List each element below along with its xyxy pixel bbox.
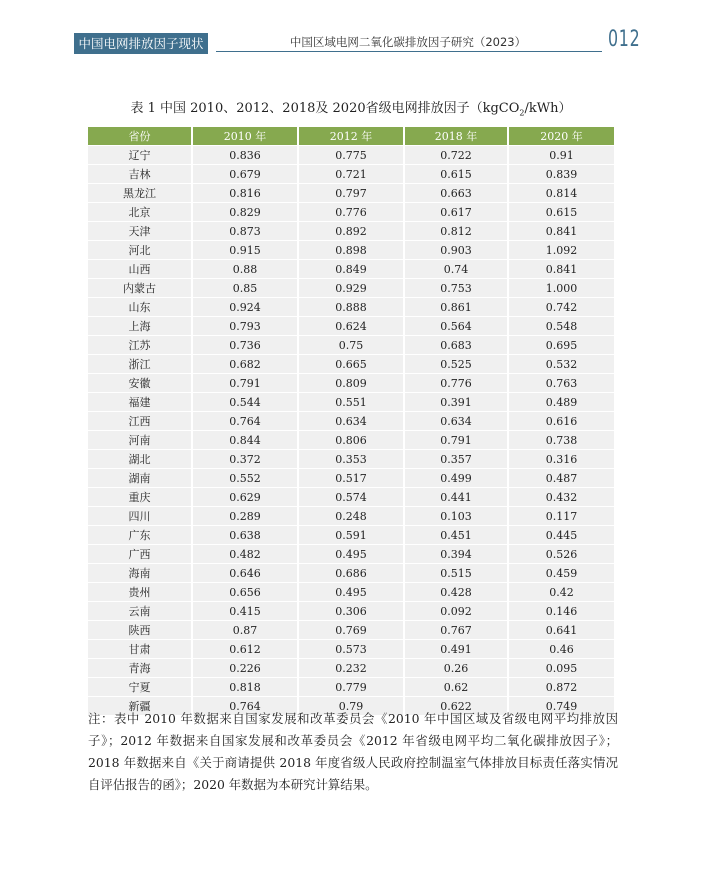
factor-value-cell: 0.117 [508, 507, 614, 526]
factor-value-cell: 0.915 [192, 241, 298, 260]
factor-value-cell: 0.526 [508, 545, 614, 564]
header-rule [216, 51, 602, 52]
province-cell: 四川 [88, 507, 192, 526]
factor-value-cell: 0.316 [508, 450, 614, 469]
factor-value-cell: 0.622 [404, 697, 508, 716]
province-cell: 重庆 [88, 488, 192, 507]
emission-factor-table [88, 127, 614, 716]
table-row [88, 450, 614, 469]
table-row [88, 431, 614, 450]
province-cell: 浙江 [88, 355, 192, 374]
table-row [88, 621, 614, 640]
factor-value-cell: 0.634 [298, 412, 404, 431]
table-row [88, 374, 614, 393]
factor-value-cell: 0.663 [404, 184, 508, 203]
factor-value-cell: 0.721 [298, 165, 404, 184]
factor-value-cell: 0.591 [298, 526, 404, 545]
table-row [88, 317, 614, 336]
table-row [88, 583, 614, 602]
province-cell: 吉林 [88, 165, 192, 184]
factor-value-cell: 0.779 [298, 678, 404, 697]
factor-value-cell: 0.812 [404, 222, 508, 241]
factor-value-cell: 0.489 [508, 393, 614, 412]
factor-value-cell: 0.79 [298, 697, 404, 716]
factor-value-cell: 0.924 [192, 298, 298, 317]
table-row [88, 241, 614, 260]
table-row [88, 564, 614, 583]
column-header-year: 2018 年 [404, 127, 508, 146]
table-row [88, 602, 614, 621]
factor-value-cell: 0.451 [404, 526, 508, 545]
factor-value-cell: 0.624 [298, 317, 404, 336]
factor-value-cell: 0.248 [298, 507, 404, 526]
factor-value-cell: 0.903 [404, 241, 508, 260]
factor-value-cell: 0.753 [404, 279, 508, 298]
factor-value-cell: 0.841 [508, 260, 614, 279]
factor-value-cell: 0.42 [508, 583, 614, 602]
factor-value-cell: 0.487 [508, 469, 614, 488]
factor-value-cell: 0.232 [298, 659, 404, 678]
column-header-year: 2012 年 [298, 127, 404, 146]
factor-value-cell: 0.445 [508, 526, 614, 545]
factor-value-cell: 0.515 [404, 564, 508, 583]
factor-value-cell: 0.495 [298, 583, 404, 602]
factor-value-cell: 0.818 [192, 678, 298, 697]
factor-value-cell: 0.836 [192, 146, 298, 165]
factor-value-cell: 0.616 [508, 412, 614, 431]
factor-value-cell: 0.372 [192, 450, 298, 469]
caption-prefix: 表 1 中国 2010、2012、2018及 2020省级电网排放因子（kgCO [130, 101, 520, 116]
factor-value-cell: 0.432 [508, 488, 614, 507]
factor-value-cell: 0.551 [298, 393, 404, 412]
factor-value-cell: 0.806 [298, 431, 404, 450]
table-row [88, 260, 614, 279]
table-row [88, 165, 614, 184]
province-cell: 上海 [88, 317, 192, 336]
factor-value-cell: 0.749 [508, 697, 614, 716]
province-cell: 河北 [88, 241, 192, 260]
province-cell: 甘肃 [88, 640, 192, 659]
table-row [88, 678, 614, 697]
factor-value-cell: 0.791 [192, 374, 298, 393]
factor-value-cell: 0.695 [508, 336, 614, 355]
factor-value-cell: 0.095 [508, 659, 614, 678]
factor-value-cell: 0.573 [298, 640, 404, 659]
factor-value-cell: 0.62 [404, 678, 508, 697]
factor-value-cell: 1.092 [508, 241, 614, 260]
table-row [88, 355, 614, 374]
factor-value-cell: 0.499 [404, 469, 508, 488]
factor-value-cell: 0.873 [192, 222, 298, 241]
factor-value-cell: 0.736 [192, 336, 298, 355]
factor-value-cell: 0.767 [404, 621, 508, 640]
table-header-row [88, 127, 614, 146]
factor-value-cell: 0.793 [192, 317, 298, 336]
factor-value-cell: 0.75 [298, 336, 404, 355]
factor-value-cell: 0.092 [404, 602, 508, 621]
column-header-province: 省份 [88, 127, 192, 146]
province-cell: 江西 [88, 412, 192, 431]
factor-value-cell: 0.841 [508, 222, 614, 241]
table-row [88, 640, 614, 659]
factor-value-cell: 0.683 [404, 336, 508, 355]
factor-value-cell: 0.797 [298, 184, 404, 203]
factor-value-cell: 0.638 [192, 526, 298, 545]
factor-value-cell: 0.816 [192, 184, 298, 203]
factor-value-cell: 0.776 [404, 374, 508, 393]
factor-value-cell: 0.459 [508, 564, 614, 583]
factor-value-cell: 0.289 [192, 507, 298, 526]
factor-value-cell: 0.742 [508, 298, 614, 317]
factor-value-cell: 0.226 [192, 659, 298, 678]
factor-value-cell: 0.844 [192, 431, 298, 450]
province-cell: 陕西 [88, 621, 192, 640]
table-row [88, 393, 614, 412]
province-cell: 福建 [88, 393, 192, 412]
table-row [88, 203, 614, 222]
table-row [88, 336, 614, 355]
table-row [88, 469, 614, 488]
table-row [88, 146, 614, 165]
province-cell: 广东 [88, 526, 192, 545]
factor-value-cell: 0.428 [404, 583, 508, 602]
province-cell: 安徽 [88, 374, 192, 393]
factor-value-cell: 0.91 [508, 146, 614, 165]
factor-value-cell: 0.103 [404, 507, 508, 526]
factor-value-cell: 0.146 [508, 602, 614, 621]
factor-value-cell: 0.839 [508, 165, 614, 184]
factor-value-cell: 0.441 [404, 488, 508, 507]
factor-value-cell: 0.532 [508, 355, 614, 374]
factor-value-cell: 0.394 [404, 545, 508, 564]
factor-value-cell: 0.722 [404, 146, 508, 165]
column-header-year: 2020 年 [508, 127, 614, 146]
factor-value-cell: 0.775 [298, 146, 404, 165]
factor-value-cell: 0.738 [508, 431, 614, 450]
factor-value-cell: 0.26 [404, 659, 508, 678]
province-cell: 河南 [88, 431, 192, 450]
table-row [88, 184, 614, 203]
province-cell: 北京 [88, 203, 192, 222]
province-cell: 青海 [88, 659, 192, 678]
section-tag: 中国电网排放因子现状 [74, 33, 208, 54]
factor-value-cell: 0.929 [298, 279, 404, 298]
table-row [88, 507, 614, 526]
factor-value-cell: 0.776 [298, 203, 404, 222]
factor-value-cell: 0.617 [404, 203, 508, 222]
factor-value-cell: 0.74 [404, 260, 508, 279]
factor-value-cell: 0.656 [192, 583, 298, 602]
factor-value-cell: 0.615 [508, 203, 614, 222]
province-cell: 天津 [88, 222, 192, 241]
province-cell: 广西 [88, 545, 192, 564]
factor-value-cell: 0.353 [298, 450, 404, 469]
factor-value-cell: 0.682 [192, 355, 298, 374]
province-cell: 山西 [88, 260, 192, 279]
factor-value-cell: 0.517 [298, 469, 404, 488]
table-note: 注：表中 2010 年数据来自国家发展和改革委员会《2010 年中国区域及省级电网平均排放因子》；2012 年数据来自国家发展和改革委员会《2012 年省级电网平均二氧化碳排放因子》；2018 年数据来自《关于商请提供 2018 年度省级人民政府控制温室气体排放目标责任落实情况自评估报告的函》；2020 年数据为本研究计算结果。 [88, 711, 618, 792]
factor-value-cell: 0.552 [192, 469, 298, 488]
factor-value-cell: 1.000 [508, 279, 614, 298]
factor-value-cell: 0.764 [192, 412, 298, 431]
factor-value-cell: 0.641 [508, 621, 614, 640]
province-cell: 云南 [88, 602, 192, 621]
factor-value-cell: 0.612 [192, 640, 298, 659]
factor-value-cell: 0.46 [508, 640, 614, 659]
factor-value-cell: 0.849 [298, 260, 404, 279]
factor-value-cell: 0.391 [404, 393, 508, 412]
factor-value-cell: 0.491 [404, 640, 508, 659]
factor-value-cell: 0.629 [192, 488, 298, 507]
province-cell: 海南 [88, 564, 192, 583]
factor-value-cell: 0.764 [192, 697, 298, 716]
factor-value-cell: 0.495 [298, 545, 404, 564]
factor-value-cell: 0.634 [404, 412, 508, 431]
factor-value-cell: 0.814 [508, 184, 614, 203]
caption-subscript: 2 [519, 108, 525, 118]
province-cell: 湖北 [88, 450, 192, 469]
table-row [88, 279, 614, 298]
factor-value-cell: 0.88 [192, 260, 298, 279]
factor-value-cell: 0.898 [298, 241, 404, 260]
factor-value-cell: 0.829 [192, 203, 298, 222]
table-row [88, 526, 614, 545]
province-cell: 内蒙古 [88, 279, 192, 298]
factor-value-cell: 0.679 [192, 165, 298, 184]
factor-value-cell: 0.872 [508, 678, 614, 697]
factor-value-cell: 0.888 [298, 298, 404, 317]
table-row [88, 298, 614, 317]
page-header [0, 0, 702, 60]
province-cell: 贵州 [88, 583, 192, 602]
province-cell: 山东 [88, 298, 192, 317]
factor-value-cell: 0.415 [192, 602, 298, 621]
running-title: 中国区域电网二氧化碳排放因子研究（2023） [289, 35, 527, 49]
factor-value-cell: 0.357 [404, 450, 508, 469]
factor-value-cell: 0.809 [298, 374, 404, 393]
factor-value-cell: 0.791 [404, 431, 508, 450]
table-row [88, 488, 614, 507]
caption-suffix: /kWh） [524, 101, 572, 116]
factor-value-cell: 0.482 [192, 545, 298, 564]
factor-value-cell: 0.861 [404, 298, 508, 317]
factor-value-cell: 0.769 [298, 621, 404, 640]
factor-value-cell: 0.665 [298, 355, 404, 374]
table-row [88, 412, 614, 431]
page-number: 012 [608, 27, 641, 52]
table-row [88, 659, 614, 678]
factor-value-cell: 0.548 [508, 317, 614, 336]
province-cell: 黑龙江 [88, 184, 192, 203]
factor-value-cell: 0.892 [298, 222, 404, 241]
province-cell: 湖南 [88, 469, 192, 488]
factor-value-cell: 0.574 [298, 488, 404, 507]
table-row [88, 545, 614, 564]
factor-value-cell: 0.525 [404, 355, 508, 374]
factor-value-cell: 0.306 [298, 602, 404, 621]
table-body [88, 146, 614, 716]
province-cell: 江苏 [88, 336, 192, 355]
factor-value-cell: 0.544 [192, 393, 298, 412]
column-header-year: 2010 年 [192, 127, 298, 146]
factor-value-cell: 0.763 [508, 374, 614, 393]
factor-value-cell: 0.646 [192, 564, 298, 583]
factor-value-cell: 0.615 [404, 165, 508, 184]
factor-value-cell: 0.564 [404, 317, 508, 336]
province-cell: 辽宁 [88, 146, 192, 165]
factor-value-cell: 0.87 [192, 621, 298, 640]
table-caption [88, 99, 614, 119]
factor-value-cell: 0.85 [192, 279, 298, 298]
table-row [88, 222, 614, 241]
province-cell: 宁夏 [88, 678, 192, 697]
factor-value-cell: 0.686 [298, 564, 404, 583]
province-cell: 新疆 [88, 697, 192, 716]
